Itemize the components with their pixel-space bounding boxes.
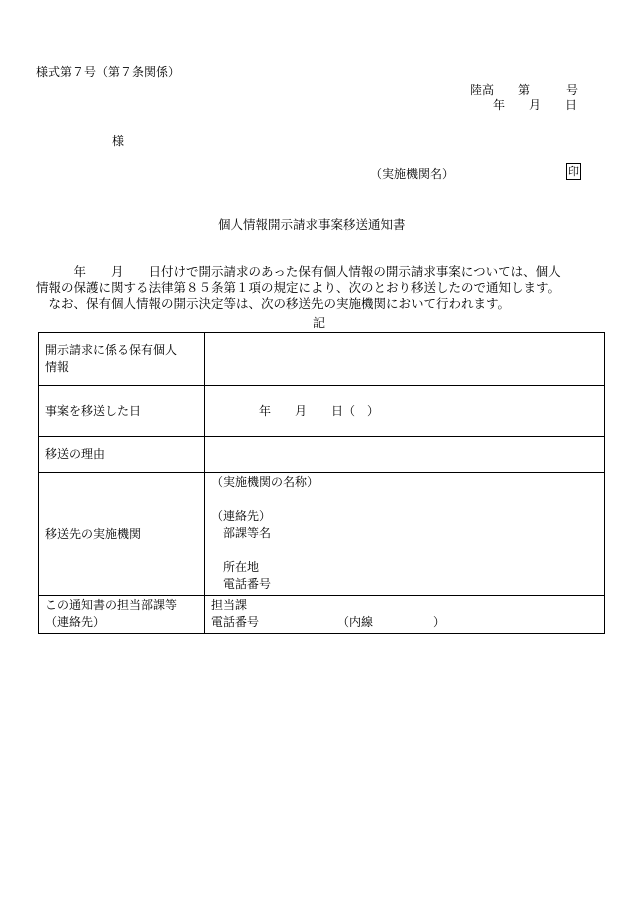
table-row [39,473,605,596]
issue-date-line: 年 月 日 [493,98,578,112]
body-line-1: 年 月 日付けで開示請求のあった保有個人情報の開示請求事案については、個人 [36,264,561,279]
transfer-reason-label: 移送の理由 [39,437,205,473]
info-label-cell [39,333,205,386]
transfer-reason-value [205,437,605,473]
contact-dept-label-line-1: この通知書の担当部課等 [45,598,178,612]
responsible-section-line: 担当課 [211,598,248,612]
info-label-line-1: 開示請求に係る保有個人 [45,343,178,357]
agency-name-label: （実施機関名） [370,167,455,181]
contact-dept-value [205,596,605,634]
seal-mark: 印 [568,165,579,178]
agency-name-line: （実施機関の名称） [211,475,320,489]
table-row [39,596,605,634]
department-line: 部課等名 [211,526,272,540]
issuer-number-line: 陸高 第 号 [470,83,579,97]
notice-body [36,264,596,312]
table-row [39,333,605,386]
phone-line: 電話番号 [211,577,272,591]
contact-dept-label-line-2: （連絡先） [45,615,106,629]
destination-agency-value [205,473,605,596]
transfer-details-table [38,332,605,634]
ki-mark: 記 [313,316,326,330]
phone-extension-line: 電話番号 （内線 ） [211,615,446,629]
info-value-cell [205,333,605,386]
address-line: 所在地 [211,560,260,574]
body-line-3: なお、保有個人情報の開示決定等は、次の移送先の実施機関において行われます。 [36,296,511,311]
info-label-line-2: 情報 [45,360,70,374]
contact-line: （連絡先） [211,509,272,523]
destination-agency-label: 移送先の実施機関 [39,473,205,596]
body-line-2: 情報の保護に関する法律第８５条第１項の規定により、次のとおり移送したので通知します。 [36,280,561,295]
document-title: 個人情報開示請求事案移送通知書 [218,217,406,232]
addressee-honorific: 様 [112,134,125,148]
table-row [39,386,605,437]
transfer-date-label: 事案を移送した日 [39,386,205,437]
table-row [39,437,605,473]
form-number: 様式第７号（第７条関係） [36,65,181,79]
transfer-date-value: 年 月 日（ ） [205,386,605,437]
contact-dept-label [39,596,205,634]
